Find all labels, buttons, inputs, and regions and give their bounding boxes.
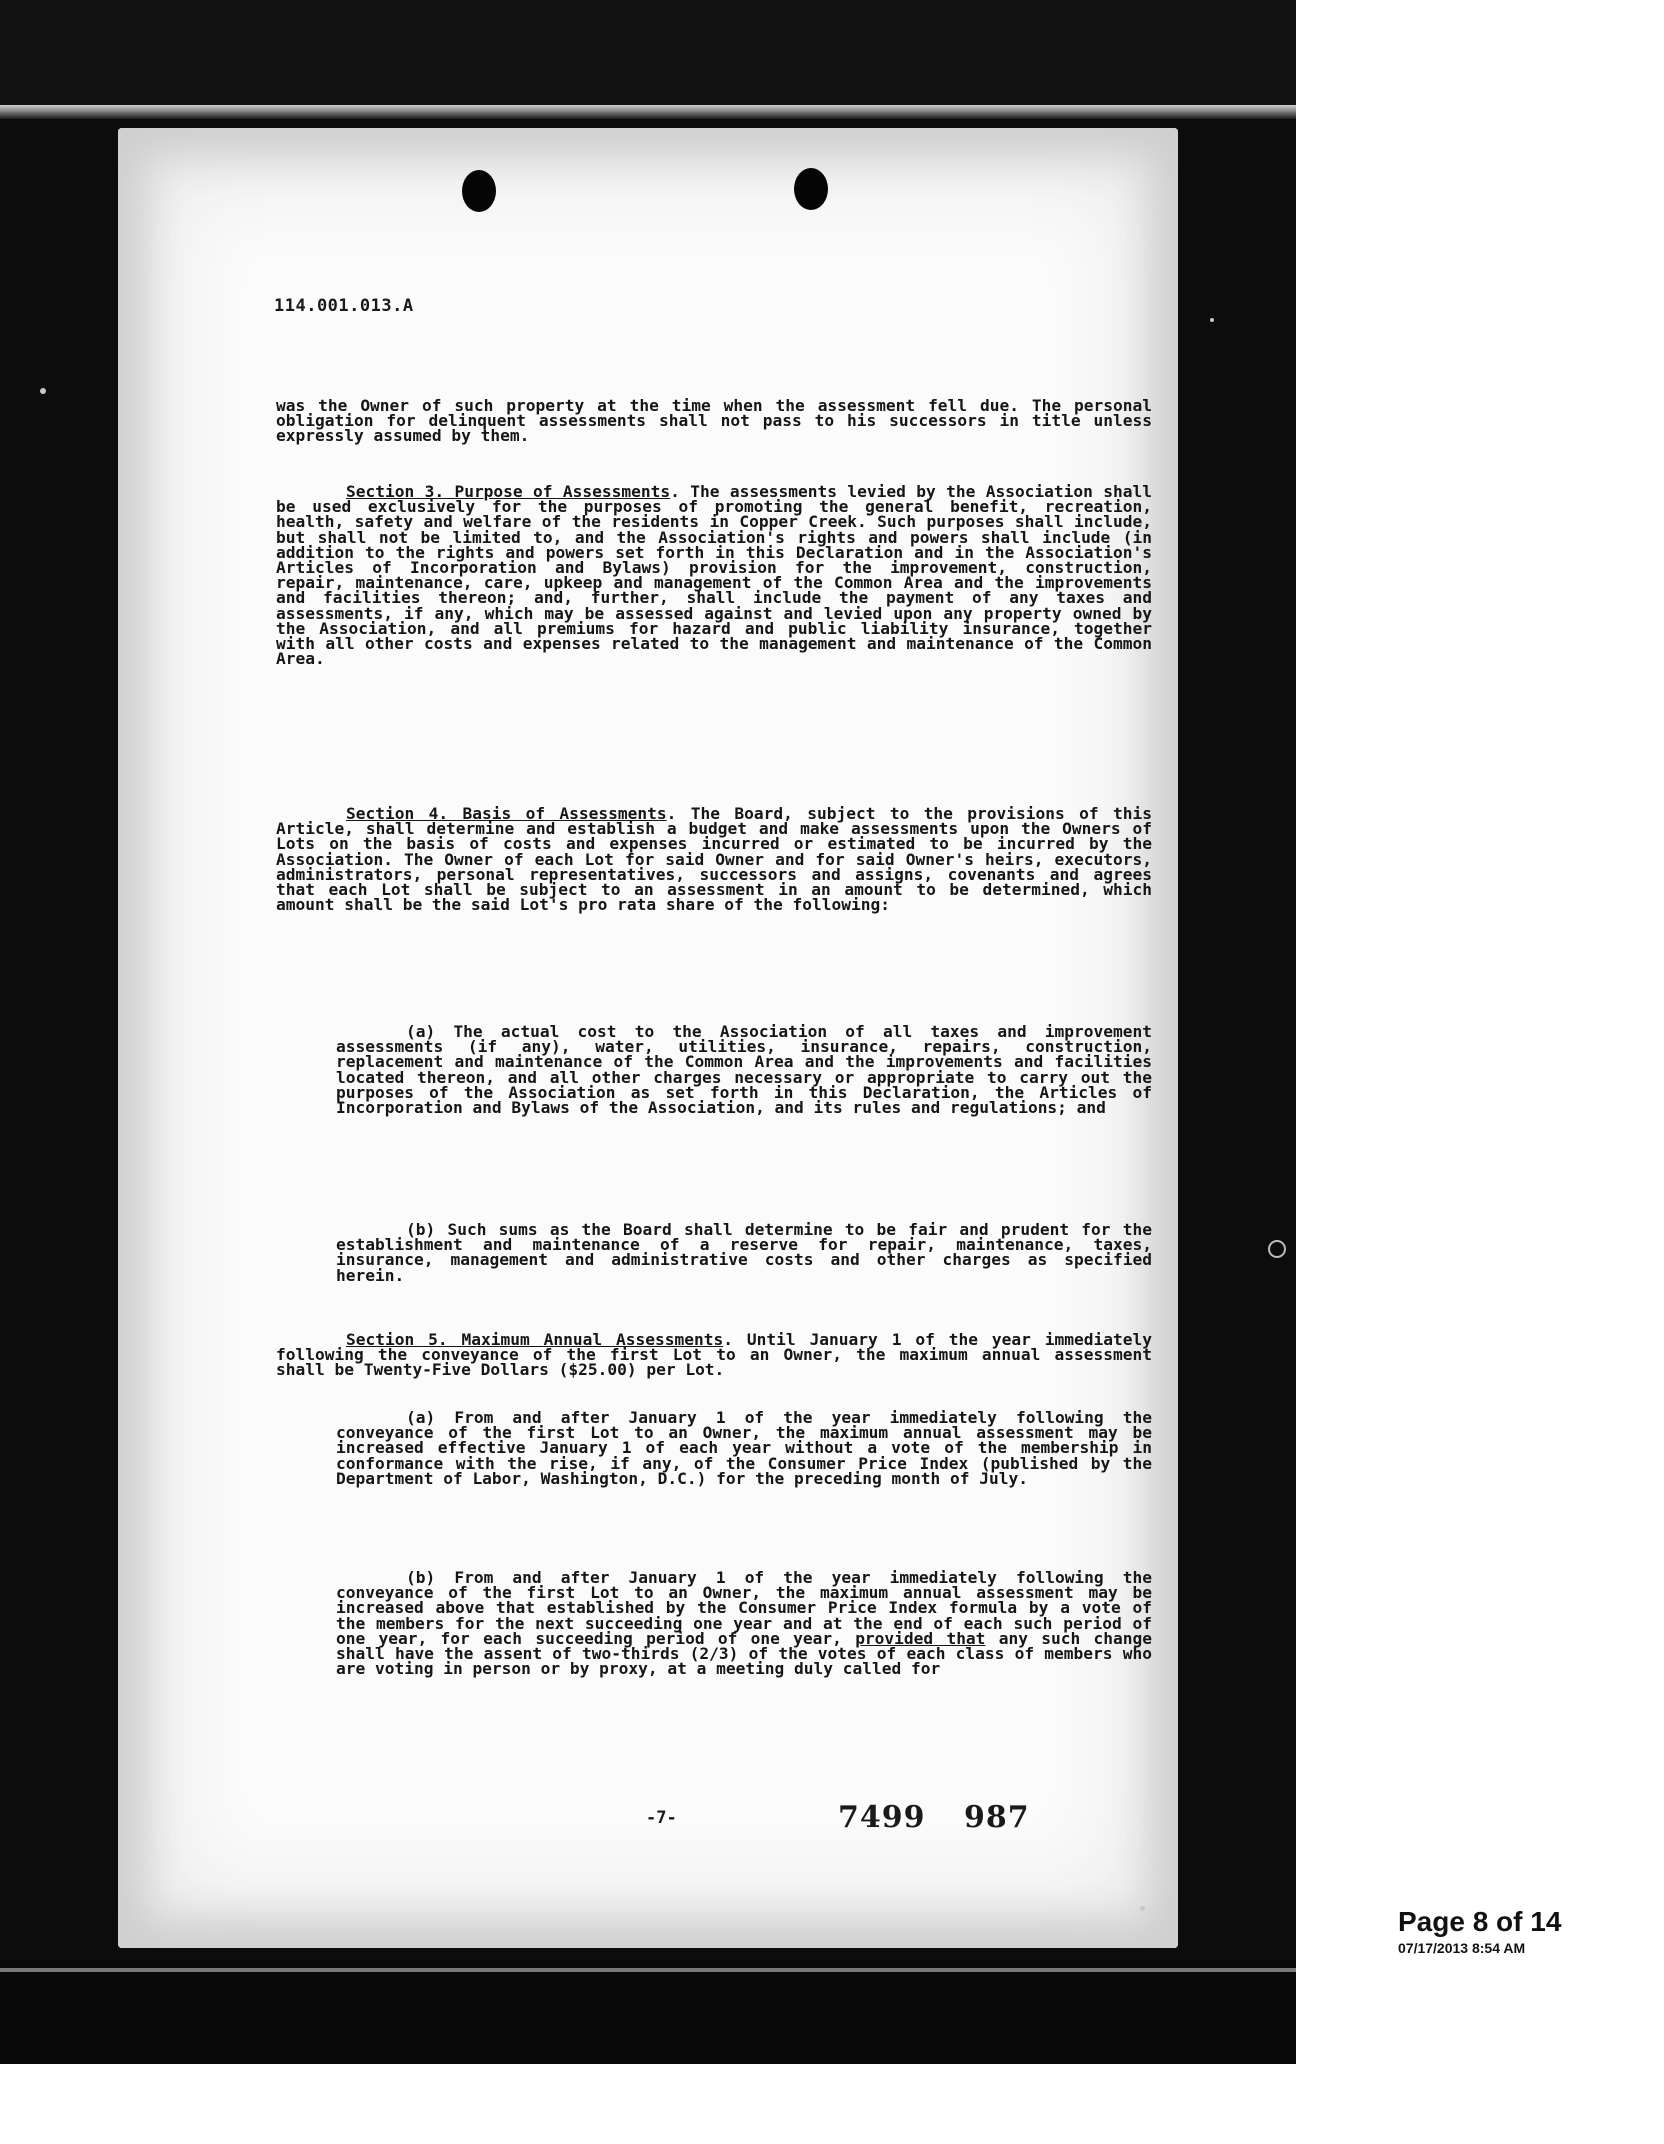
punch-hole-right <box>794 168 828 210</box>
recording-page-number: 987 <box>964 1800 1030 1835</box>
section-4-item-b: (b) Such sums as the Board shall determine to be fair and prudent for the establishment and maintenance of a reserve for repair, maintenance, taxes, insurance, management and administrative costs and other charges as specified herein. <box>336 1220 1152 1285</box>
section-4-heading: Section 4. Basis of Assessments <box>346 804 667 823</box>
document-page <box>118 128 1178 1948</box>
scan-bottom-border <box>0 1960 1296 2064</box>
section-3-heading: Section 3. Purpose of Assessments <box>346 482 671 501</box>
section-3-body: . The assessments levied by the Association shall be used exclusively for the purposes of promoting the general benefit, recreation, health, safety and welfare of the residents in Copper Creek. Such purposes shall include, but shall not be limited to, and the Association's rights and powers shall include (in addition to the rights and powers set forth in this Declaration and in the Association's Articles of Incorporation and Bylaws) provision for the improvement, construction, repair, maintenance, care, upkeep and management of the Common Area and the improvements and facilities thereon; and, further, shall include the payment of any taxes and assessments, if any, which may be assessed against and levied upon any property owned by the Association, and all premiums for hazard and public liability insurance, together with all other costs and expenses related to the management and maintenance of the Common Area. <box>276 482 1153 669</box>
scan-speck <box>1210 318 1214 322</box>
print-timestamp: 07/17/2013 8:54 AM <box>1398 1940 1526 1956</box>
scan-speck <box>1140 1906 1145 1911</box>
scan-bottom-edge <box>0 1968 1296 1972</box>
section-5-item-b-text: (b) From and after January 1 of the year immediately following the conveyance of the first Lot to an Owner, the maximum annual assessment may be increased above that established by the Consumer Price Index formula by a vote of the members for the next succeeding one year and at the end of each such period of one year, for each succeeding period of one year, <box>336 1568 1152 1648</box>
page-number: -7- <box>646 1808 677 1828</box>
section-5-paragraph <box>276 1332 1152 1378</box>
section-5-item-b <box>336 1568 1152 1679</box>
section-5-item-a: (a) From and after January 1 of the year immediately following the conveyance of the first Lot to an Owner, the maximum annual assessment may be increased effective January 1 of each year without a vote of the membership in conformance with the rise, if any, of the Consumer Price Index (published by the Department of Labor, Washington, D.C.) for the preceding month of July. <box>336 1408 1152 1488</box>
document-id: 114.001.013.A <box>274 296 414 316</box>
section-4-item-a: (a) The actual cost to the Association of all taxes and improvement assessments (if any), water, utilities, insurance, repairs, construction, replacement and maintenance of the Common Area and the improvements and facilities located thereon, and all other charges necessary or appropriate to carry out the purposes of the Association as set forth in this Declaration, the Articles of Incorporation and Bylaws of the Association, and its rules and regulations; and <box>336 1022 1152 1118</box>
scan-artifact <box>1268 1240 1286 1258</box>
scan-speck <box>40 388 46 394</box>
punch-hole-left <box>462 170 496 212</box>
section-4-body: . The Board, subject to the provisions of this Article, shall determine and establish a budget and make assessments upon the Owners of Lots on the basis of costs and expenses incurred or estimated to be incurred by the Association. The Owner of each Lot for said Owner and for said Owner's heirs, executors, administrators, personal representatives, successors and assigns, covenants and agrees that each Lot shall be subject to an assessment in an amount to be determined, which amount shall be the said Lot's pro rata share of the following: <box>276 804 1152 915</box>
section-5-body: . Until January 1 of the year immediately following the conveyance of the first Lot to an Owner, the maximum annual assessment shall be Twenty-Five Dollars ($25.00) per Lot. <box>276 1330 1153 1380</box>
section-5-heading: Section 5. Maximum Annual Assessments <box>346 1330 724 1349</box>
page-indicator: Page 8 of 14 <box>1398 1906 1562 1937</box>
paragraph-continuation: was the Owner of such property at the time when the assessment fell due. The personal obligation for delinquent assessments shall not pass to his successors in title unless expressly assumed by them. <box>276 396 1152 446</box>
scan-top-edge <box>0 105 1296 119</box>
provided-that-phrase: provided that <box>855 1628 986 1648</box>
scan-top-border <box>0 0 1296 105</box>
section-3-paragraph <box>276 482 1153 669</box>
recording-book-number: 7499 <box>838 1800 926 1835</box>
section-4-paragraph <box>276 804 1152 915</box>
section-5-item-b-text-cont: any such change shall have the assent of two-thirds (2/3) of the votes of each class of members who are voting in person or by proxy, at a meeting duly called for <box>336 1628 1152 1679</box>
